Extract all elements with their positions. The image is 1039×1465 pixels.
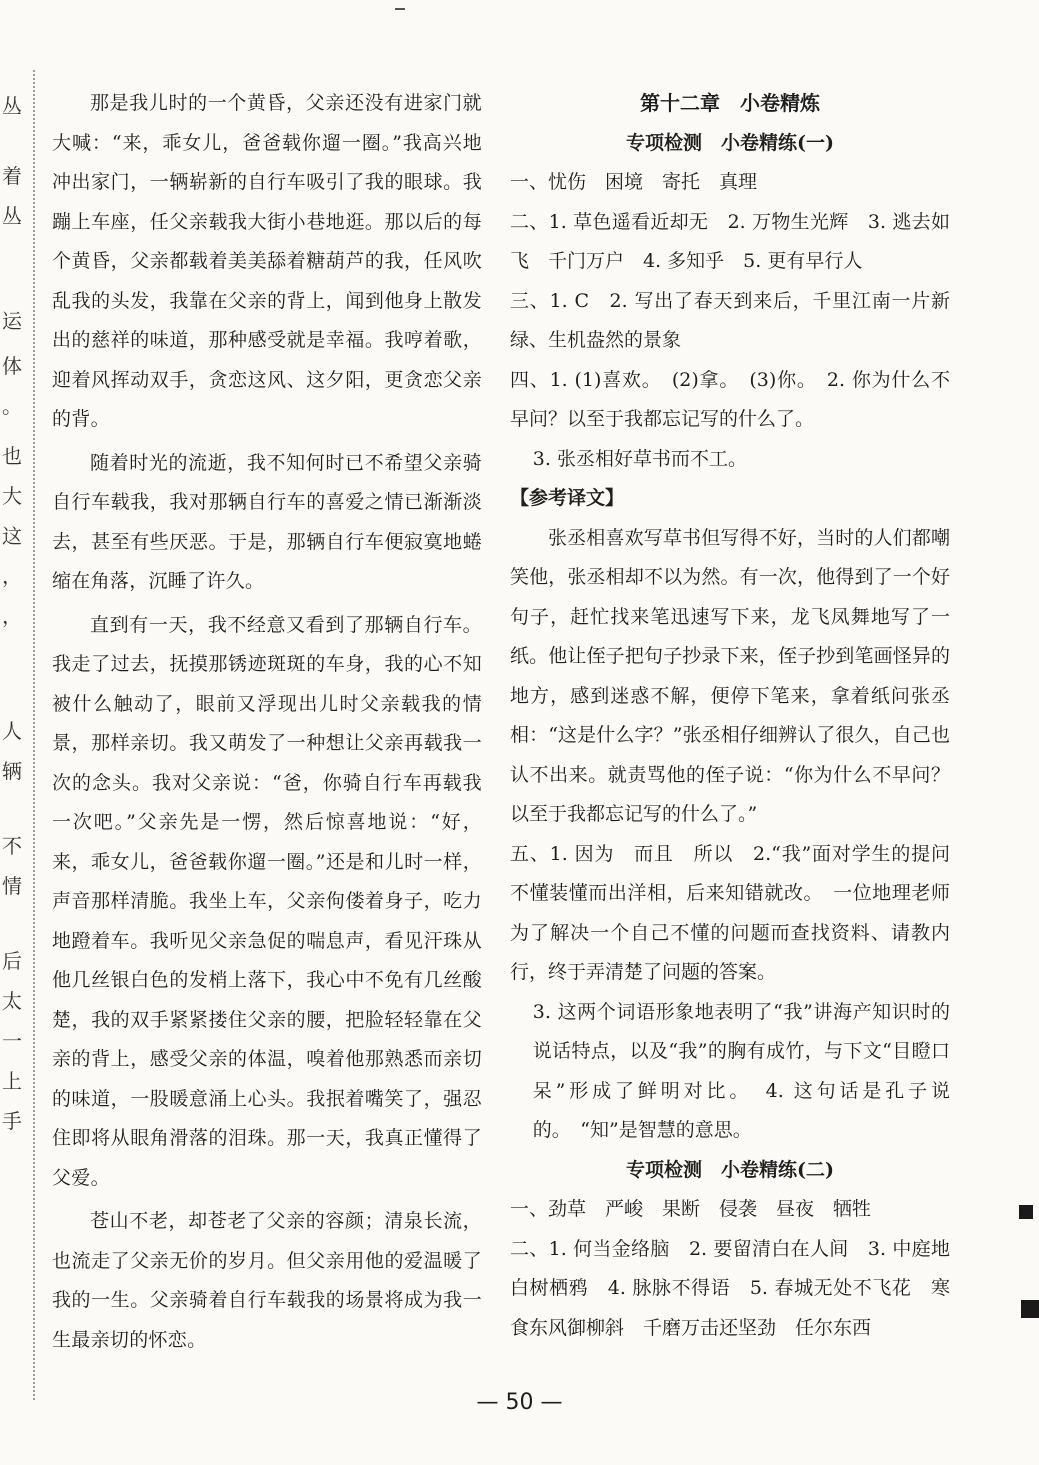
margin-char: 辆 [2,759,22,783]
reference-translation-tag: 【参考译文】 [510,487,625,509]
essay-paragraph: 随着时光的流逝，我不知何时已不希望父亲骑自行车载我，我对那辆自行车的喜爱之情已渐渐淡去，甚至有些厌恶。于是，那辆自行车便寂寞地蜷缩在角落，沉睡了许久。 [52,451,482,592]
margin-char: 上 [2,1069,22,1093]
chapter-title: 第十二章 小卷精炼 [640,91,820,115]
answer-item: 二、1. 草色遥看近却无 2. 万物生光辉 3. 逃去如飞 千门万户 4. 多知乎 5. 更有早行人 [510,210,950,272]
answer-item: 二、1. 何当金络脑 2. 要留清白在人间 3. 中庭地白树栖鸦 4. 脉脉不得语 5. 春城无处不飞花 寒食东风御柳斜 千磨万击还坚劲 任尔东西 [510,1237,950,1339]
answer-item: 四、1. (1)喜欢。 (2)拿。 (3)你。 2. 你为什么不早问？以至于我都忘记写的什么了。 [510,368,950,430]
page-number: — 50 — [476,1390,563,1415]
margin-char: 不 [2,834,22,858]
edge-mark [1021,1300,1039,1318]
essay-paragraph: 直到有一天，我不经意又看到了那辆自行车。我走了过去，抚摸那锈迹斑斑的车身，我的心不知被什么触动了，眼前又浮现出儿时父亲载我的情景，那样亲切。我又萌发了一种想让父亲再载我一次的念头。我对父亲说：“爸，你骑自行车再载我一次吧。”父亲先是一愣，然后惊喜地说：“好，来，乖女儿，爸爸载你遛一圈。”还是和儿时一样，声音那样清脆。我坐上车，父亲佝偻着身子，吃力地蹬着车。我听见父亲急促的喘息声，看见汗珠从他几丝银白色的发梢上落下，我心中不免有几丝酸楚，我的双手紧紧搂住父亲的腰，把脸轻轻靠在父亲的背上，感受父亲的体温，嗅着他那熟悉而亲切的味道，一股暖意涌上心头。我抿着嘴笑了，强忍住即将从眼角滑落的泪珠。那一天，我真正懂得了父爱。 [52,613,482,1189]
margin-char: 。 [2,394,22,418]
margin-char: 大 [2,484,22,508]
dotted-fold-line [33,70,35,1400]
margin-char: 后 [2,949,22,973]
margin-char: 这 [2,524,22,548]
section-title: 专项检测 小卷精练(一) [626,131,834,154]
answer-column [510,84,950,1348]
edge-mark [1019,1205,1033,1219]
top-mark [395,8,405,10]
reference-translation-text: 张丞相喜欢写草书但写得不好，当时的人们都嘲笑他，张丞相却不以为然。有一次，他得到了一个好句子，赶忙找来笔迅速写下来，龙飞凤舞地写了一纸。他让侄子把句子抄录下来，侄子抄到笔画怪异的地方，感到迷惑不解，便停下笔来，拿着纸问张丞相：“这是什么字？”张丞相仔细辨认了很久，自己也认不出来。就责骂他的侄子说：“你为什么不早问？以至于我都忘记写的什么了。” [510,526,950,825]
margin-char: 太 [2,989,22,1013]
answer-item: 3. 这两个词语形象地表明了“我”讲海产知识时的说话特点，以及“我”的胸有成竹，与下文“目瞪口呆”形成了鲜明对比。 4. 这句话是孔子说的。 “知”是智慧的意思。 [532,1000,950,1141]
answer-item: 一、劲草 严峻 果断 侵袭 昼夜 牺牲 [510,1198,872,1220]
margin-char: 着 [2,164,22,188]
margin-char: 丛 [2,94,22,118]
answer-item: 五、1. 因为 而且 所以 2.“我”面对学生的提问不懂装懂而出洋相，后来知错就改。 一位地理老师为了解决一个自己不懂的问题而查找资料、请教内行，终于弄清楚了问题的答案。 [510,842,950,983]
margin-char: 手 [2,1109,22,1133]
margin-char: 运 [2,309,22,333]
answer-item: 3. 张丞相好草书而不工。 [532,447,747,470]
margin-char: 情 [2,874,22,898]
essay-paragraph: 那是我儿时的一个黄昏，父亲还没有进家门就大喊：“来，乖女儿，爸爸载你遛一圈。”我高兴地冲出家门，一辆崭新的自行车吸引了我的眼球。我蹦上车座，任父亲载我大街小巷地逛。那以后的每个黄昏，父亲都载着美美舔着糖葫芦的我，任风吹乱我的头发，我靠在父亲的背上，闻到他身上散发出的慈祥的味道，那种感受就是幸福。我哼着歌，迎着风挥动双手，贪恋这风、这夕阳，更贪恋父亲的背。 [52,92,482,430]
section-title: 专项检测 小卷精练(二) [626,1158,834,1181]
margin-char: 一 [2,1029,22,1053]
answer-item: 一、忧伤 困境 寄托 真理 [510,171,758,193]
margin-char: 丛 [2,204,22,228]
margin-char: 也 [2,444,22,468]
essay-paragraph: 苍山不老，却苍老了父亲的容颜；清泉长流，也流走了父亲无价的岁月。但父亲用他的爱温暖了我的一生。父亲骑着自行车载我的场景将成为我一生最亲切的怀恋。 [52,1210,482,1351]
answer-item: 三、1. C 2. 写出了春天到来后，千里江南一片新绿、生机盎然的景象 [510,289,950,351]
margin-char: ， [2,604,22,628]
margin-char: ， [2,564,22,588]
margin-char: 体 [2,354,22,378]
essay-column [52,84,482,1360]
margin-char: 人 [2,719,22,743]
